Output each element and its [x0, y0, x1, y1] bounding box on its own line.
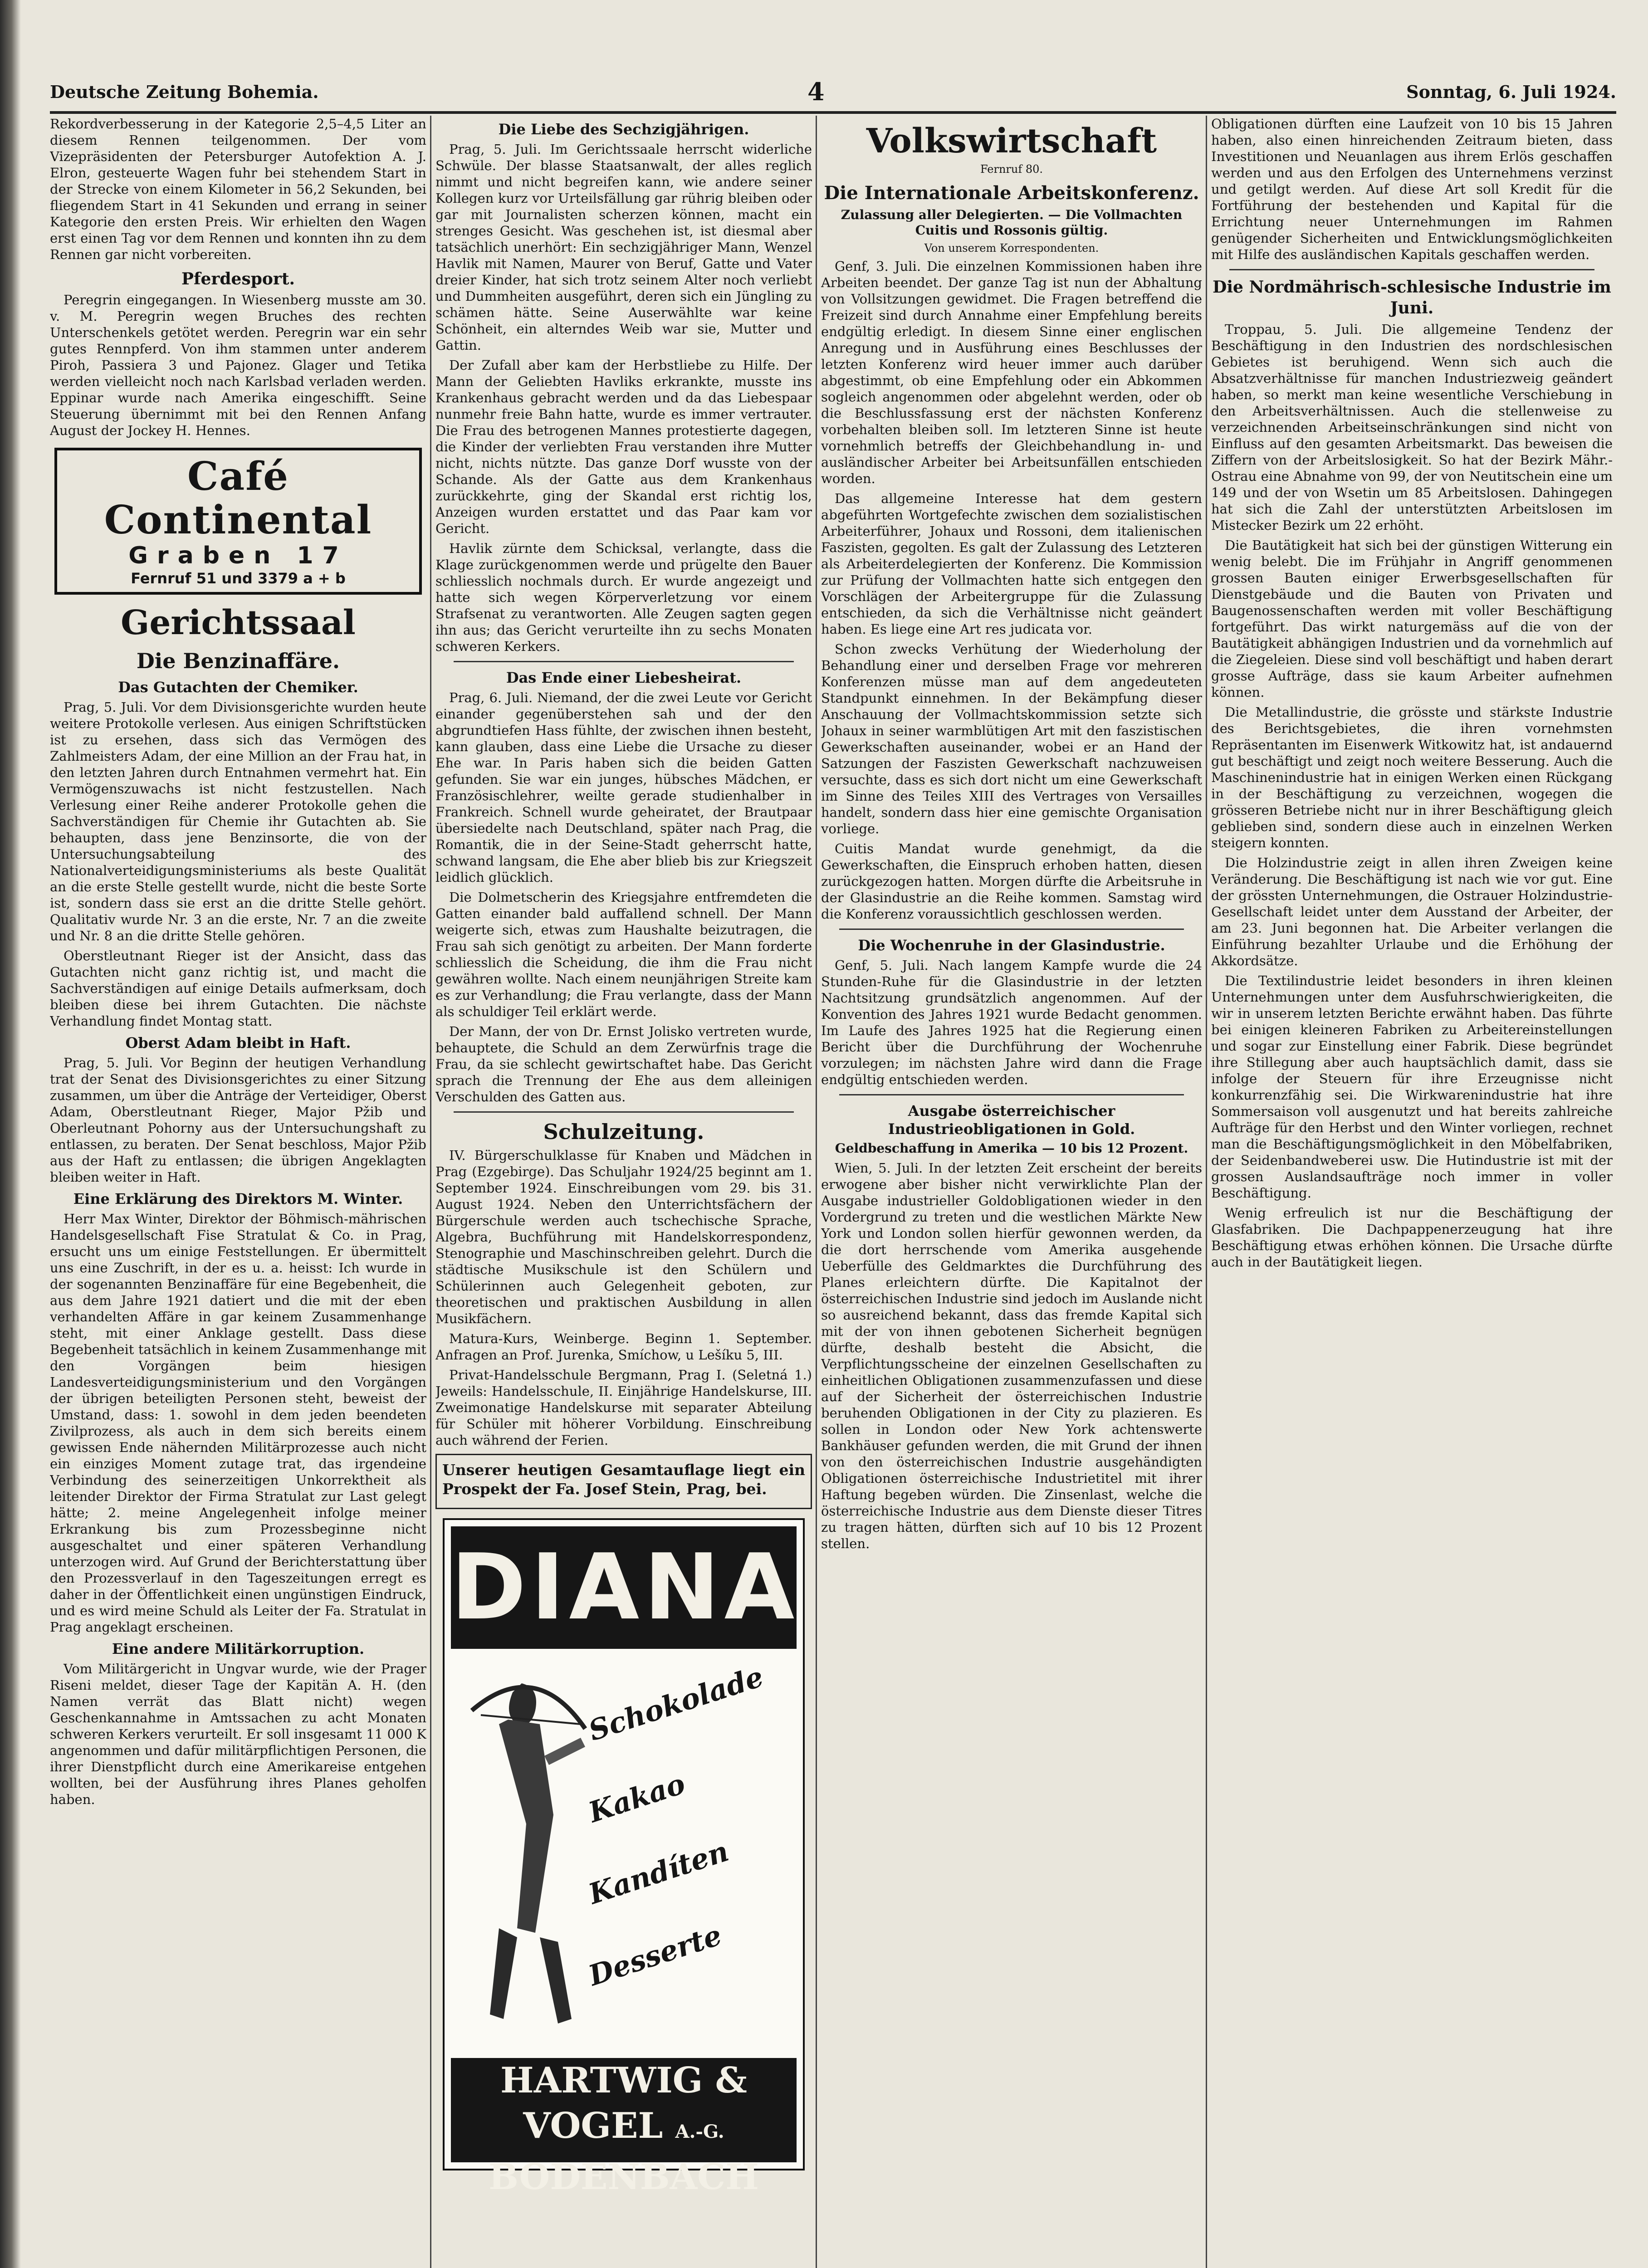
- volkswirtschaft-heading: Volkswirtschaft: [866, 122, 1157, 161]
- column-3: [821, 116, 1202, 2268]
- ad-brand: DIANA: [451, 1526, 797, 1649]
- gutachten-text-2: Oberstleutnant Rieger ist der Ansicht, dass das Gutachten nicht ganz richtig ist, und macht die Sachverständigen auf einige Details aufmerksam, doch bleiben diese bei ihrem Gutachten. Die nächste Verhandlung findet Montag statt.: [50, 948, 426, 1029]
- ad-word-kakao: Kakao: [584, 1767, 690, 1829]
- ad-maker-banner: [451, 2058, 797, 2198]
- nordmaehrisch-text-6: Wenig erfreulich ist nur die Beschäftigung der Glasfabriken. Die Dachpappenerzeugung hat ihre Beschäftigung etwas erhöhen können. Die Ursache dürfte auch in der Bautätigkeit liegen.: [1211, 1205, 1613, 1270]
- gerichtssaal-heading: Gerichtssaal: [121, 603, 356, 642]
- schulzeitung-text: IV. Bürgerschulklasse für Knaben und Mädchen in Prag (Ezgebirge). Das Schuljahr 1924/25 beginnt am 1. September 1924. Einschreibungen vom 29. bis 31. August 1924. Neben den Unterrichtsfächern der Bürgerschule werden auch tschechische Sprache, Algebra, Buchführung mit Handelskorrespondenz, Stenographie und Maschinschreiben gelehrt. Durch die städtische Musikschule ist den Schülern und Schülerinnen auch Gelegenheit geboten, zur theoretischen und praktischen Ausbildung in allen Musikfächern.: [435, 1148, 812, 1326]
- schulzeitung-text-2: Matura-Kurs, Weinberge. Beginn 1. September. Anfragen an Prof. Jurenka, Smíchow, u Lešíku 5, III.: [435, 1331, 812, 1363]
- erklaerung-text: Herr Max Winter, Direktor der Böhmisch-mährischen Handelsgesellschaft Fise Stratulat & Co. in Prag, ersucht uns um einige Feststellungen. Er übermittelt uns eine Zuschrift, in der es u. a. heisst: Ich wurde in der sogenannten Benzinaffäre für eine Begebenheit, die aus dem Jahre 1921 datiert und die mit der eben verhandelten Affäre in gar keinem Zusammenhange steht, mit einer Anklage gestellt. Dass diese Begebenheit tatsächlich in keinem Zusammenhange mit den Vorgängen beim hiesigen Landesverteidigungsministerium und den Vorgängen der übrigen beteiligten Personen steht, beweist der Umstand, dass: 1. sowohl in dem jeden beendeten Zivilprozess, als auch in dem sich bereits einem gewissen Ende nähernden Militärprozesse auch nicht ein einziges Moment zutage trat, das irgendeine Verbindung des seinerzeitigen Unkorrektheit als leitender Direktor der Firma Stratulat zur Last gelegt hätte; 2. meine Angelegenheit infolge meiner Erkrankung bis zum Prozessbeginne nicht ausgeschaltet und einer späteren Verhandlung unterzogen wird. Auf Grund der Berichterstattung über den Prozessverlauf in den Tageszeitungen erregt es daher in der Öffentlichkeit einen ungünstigen Eindruck, und es wird meine Schuld als Leiter der Fa. Stratulat in Prag angeklagt erscheinen.: [50, 1211, 426, 1635]
- section-divider: [839, 1094, 1184, 1095]
- section-divider: [1229, 269, 1594, 270]
- scan-edge-shadow: [0, 0, 21, 2268]
- glasindustrie-text: Genf, 5. Juli. Nach langem Kampfe wurde die 24 Stunden-Ruhe für die Glasindustrie in der letzten Nachtsitzung grundsätzlich angenommen. Auf der Konvention des Jahres 1921 wurde Bedacht genommen. Im Laufe des Jahres 1925 hat die Regierung einen Bericht über die Durchführung der Wochenruhe vorzulegen; im nächsten Jahre wird dann die Frage endgültig entschieden werden.: [821, 958, 1202, 1087]
- schulzeitung-text-3: Privat-Handelsschule Bergmann, Prag I. (Seletná 1.) Jeweils: Handelsschule, II. Einjährige Handelskurse, III. Zweimonatige Handelskurse mit separater Abteilung für Schüler mit höherer Vorbildung. Einschreibung auch während der Ferien.: [435, 1367, 812, 1448]
- cafe-phone: Fernruf 51 und 3379 a + b: [131, 570, 346, 587]
- ad-product-words: [562, 1660, 798, 2019]
- running-header: [50, 73, 1616, 113]
- cafe-name: Café Continental: [104, 454, 372, 543]
- nordmaehrisch-text: Troppau, 5. Juli. Die allgemeine Tendenz der Beschäftigung in den Industrien des nordschlesischen Gebietes ist beruhigend. Wenn sich auch die Absatzverhältnisse für manchen Industriezweig geändert haben, so merkt man keine wesentliche Verschiebung in den Arbeitsverhältnissen. Auch die stellenweise zu verzeichnenden Arbeitseinschränkungen sind nicht von Einfluss auf den gesamten Arbeitsmarkt. Das beweisen die Ziffern von der Arbeitslosigkeit. So hat der Bezirk Mähr.-Ostrau eine Abnahme von 99, der von Neutitschein eine um 149 und der von Wsetin um 85 Arbeitslosen. Dahingegen hat sich die Zahl der unterstützten Arbeitslosen im Mistecker Bezirk um 22 erhöht.: [1211, 322, 1613, 533]
- nordmaehrisch-text-2: Die Bautätigkeit hat sich bei der günstigen Witterung ein wenig belebt. Die im Frühjahr in Angriff genommenen grossen Bauten einiger Erwerbsgesellschaften für Dienstgebäude und die Bauten von Privaten und Baugenossenschaften werden mit voller Beschäftigung fortgeführt. Das wirkt naturgemäss auf die von der Bautätigkeit abhängigen Industrien und da vornehmlich auf die Ziegeleien. Diese sind voll beschäftigt und haben derart grosse Aufträge, dass sie kaum Arbeiter aufnehmen können.: [1211, 538, 1613, 700]
- erklaerung-heading: Eine Erklärung des Direktors M. Winter.: [73, 1190, 403, 1207]
- pferdesport-text: Peregrin eingegangen. In Wiesenberg musste am 30. v. M. Peregrin wegen Bruches des rechten Unterschenkels getötet werden. Peregrin war ein sehr gutes Rennpferd. Von ihm stammen unter anderem Piroh, Passiera 3 und Pajonez. Glager und Tetika werden vielleicht noch nach Karlsbad verladen werden. Eppinar wurde nach Amerika eingeschifft. Seine Steuerung übernimmt mit bei den Rennen Anfang August der Jockey H. Hennes.: [50, 292, 426, 438]
- schulzeitung-heading: Schulzeitung.: [543, 1119, 704, 1144]
- section-divider: [454, 661, 794, 662]
- goldobligationen-subheading: Geldbeschaffung in Amerika — 10 bis 12 Prozent.: [835, 1141, 1188, 1156]
- arbeitskonferenz-text-2: Das allgemeine Interesse hat dem gestern abgeführten Wortgefechte zwischen dem sozialistischen Arbeiterführer, Johaux und Rossoni, dem italienischen Faszisten, gegolten. Es galt der Zulassung des Letzteren als Arbeiterdelegierten der Konferenz. Die Kommission zur Prüfung der Vollmachten hatte sich entgegen den Vorschlägen der Arbeitergruppe für die Zulassung entschieden, da sich die Verhältnisse nicht geändert haben. Es liege eine Art res judicata vor.: [821, 491, 1202, 637]
- liebesheirat-text-2: Die Dolmetscherin des Kriegsjahre entfremdeten die Gatten einander bald auffallend schnell. Der Mann weigerte sich, etwas zum Haushalte beizutragen, die Frau sah sich genötigt zu arbeiten. Der Mann forderte schliesslich die Scheidung, die ihm die Frau nicht gewähren wollte. Nach einem neunjährigen Streite kam es zur Verhandlung; die Frau verlangte, dass der Mann als schuldiger Teil erklärt werde.: [435, 890, 812, 1019]
- goldobligationen-heading: Ausgabe österreichischer Industrieobligationen in Gold.: [888, 1102, 1135, 1138]
- pferdesport-heading: Pferdesport.: [181, 269, 295, 288]
- sport-intro-text: Rekordverbesserung in der Kategorie 2,5–4,5 Liter an diesem Rennen teilgenommen. Der vom Vizepräsidenten der Petersburger Autofektion A. J. Elron, gesteuerte Wagen fuhr bei stehendem Start in der Strecke von einem Kilometer in 56,2 Sekunden, bei fliegendem Start in 41 Sekunden und errang in seiner Kategorie den ersten Preis. Wir erhielten den Wagen erst einen Tag vor dem Rennen und konnten ihn zu dem Rennen gar nicht vorbereiten.: [50, 116, 426, 262]
- beilage-notice: [435, 1454, 812, 1509]
- militaerkorruption-text: Vom Militärgericht in Ungvar wurde, wie der Prager Riseni meldet, dieser Tage der Kapitän A. H. (den Namen verrät das Blatt nicht) wegen Geschenkannahme in Amtssachen zu acht Monaten schweren Kerkers verurteilt. Er soll insgesamt 11 000 K angenommen und dafür militärpflichtigen Personen, die ihrer Dienstpflicht durch eine Amerikareise entgehen wollten, bei der Ausführung ihres Planes geholfen haben.: [50, 1661, 426, 1807]
- arbeitskonferenz-heading: Die Internationale Arbeitskonferenz.: [824, 182, 1199, 204]
- nordmaehrisch-text-3: Die Metallindustrie, die grösste und stärkste Industrie des Berichtsgebietes, die ihren vornehmsten Repräsentanten im Eisenwerk Witkowitz hat, ist andauernd gut beschäftigt und zeigt noch weitere Besserung. Auch die Maschinenindustrie hat in einigen Werken einen Rückgang in der Beschäftigung zu verzeichnen, wogegen die grösseren Betriebe nicht nur in ihrer Beschäftigung gleich geblieben sind, sondern diese auch in einzelnen Werken steigern konnten.: [1211, 704, 1613, 850]
- ad-maker-suffix: A.-G.: [675, 2121, 724, 2142]
- header-date: Sonntag, 6. Juli 1924.: [1406, 82, 1616, 102]
- cafe-continental-ad: [54, 448, 422, 595]
- liebesheirat-heading: Das Ende einer Liebesheirat.: [506, 669, 742, 686]
- volkswirtschaft-phone: Fernruf 80.: [980, 163, 1043, 176]
- nordmaehrisch-text-5: Die Textilindustrie leidet besonders in ihren kleinen Unternehmungen unter dem Ausfuhrschwierigkeiten, die wir in unserem letzten Berichte erwähnt haben. Das führte bei einigen kleineren Fabriken zu Arbeitereinstellungen und sogar zur Einstellung einer Fabrik. Diese begründet ihre Stillegung aber auch hauptsächlich damit, dass sie infolge der Steuern für ihre Erzeugnisse nicht konkurrenzfähig sei. Die Wirkwarenindustrie hat ihre Sommersaison voll ausgenutzt und hat bereits zahlreiche Aufträge für den Herbst und den Winter vorliegen, rechnet man die Beschäftigungsmöglichkeit in den Möbelfabriken, der Seidenbandweberei usw. Die Hutindustrie ist mit der grossen Auslandsaufträge noch immer in voller Beschäftigung.: [1211, 973, 1613, 1201]
- liebesheirat-text-3: Der Mann, der von Dr. Ernst Jolisko vertreten wurde, behauptete, die Schuld an dem Zerwürfnis trage die Frau, da sie schlecht gewirtschaftet habe. Das Gericht sprach die Trennung der Ehe aus dem alleinigen Verschulden des Gatten aus.: [435, 1024, 812, 1105]
- militaerkorruption-heading: Eine andere Militärkorruption.: [112, 1640, 365, 1657]
- header-rule: [50, 111, 1616, 114]
- ad-maker-city: BODENBACH: [489, 2156, 759, 2198]
- goldobligationen-text: Wien, 5. Juli. In der letzten Zeit erscheint der bereits erwogene aber bisher nicht verwirklichte Plan der Ausgabe industrieller Goldobligationen wieder in den Vordergrund zu treten und die westlichen Märkte New York und London sollen hierfür gewonnen werden, da die dort herrschende vom Amerika ausgehende Ueberfülle des Geldmarktes die Durchführung des Planes erleichtern dürfte. Die Kapitalnot der österreichischen Industrie sind jedoch im Auslande nicht so ausreichend bekannt, dass das fremde Kapital sich mit der von ihnen gebotenen Sicherheit begnügen dürfte, deshalb besteht die Absicht, die Verpflichtungsscheine der einzelnen Gesellschaften zu einheitlichen Obligationen zusammenzufassen und diese auf der Sicherheit der österreichischen Industrie beruhenden Obligationen in der City zu plazieren. Es sollen in London oder New York achtenswerte Bankhäuser gefunden werden, die mit Grund der ihnen von den österreichischen Industrie ausgehändigten Obligationen österreichische Industrietitel mit ihrer Haftung begeben würden. Die Zinsenlast, welche die österreichische Industrie aus dem Dienste dieser Titres zu tragen hätten, dürften sich auf 10 bis 12 Prozent stellen.: [821, 1160, 1202, 1551]
- glasindustrie-heading: Die Wochenruhe in der Glasindustrie.: [858, 937, 1165, 954]
- ad-word-kandieten: Kandíten: [584, 1834, 733, 1911]
- cafe-address: Graben 17: [128, 542, 348, 569]
- ad-maker-name: HARTWIG & VOGEL: [500, 2060, 747, 2146]
- nordmaehrisch-heading: Die Nordmährisch-schlesische Industrie im Juni.: [1213, 278, 1611, 318]
- arbeitskonferenz-subheading: Zulassung aller Delegierten. — Die Vollmachten Cuitis und Rossonis gültig.: [841, 207, 1183, 238]
- gutachten-heading: Das Gutachten der Chemiker.: [118, 679, 358, 696]
- ad-word-schokolade: Schokolade: [584, 1660, 768, 1748]
- liebe-text-3: Havlik zürnte dem Schicksal, verlangte, dass die Klage zurückgenommen werde und prügelte den Bauer schliesslich nochmals durch. Er wurde angezeigt und hatte sich wegen Körperverletzung vor einem Strafsenat zu verantworten. Alle Zeugen sagten gegen ihn aus; das Gericht verurteilte ihn zu sechs Monaten schweren Kerkers.: [435, 541, 812, 654]
- section-divider: [839, 929, 1184, 930]
- header-paper-name: Deutsche Zeitung Bohemia.: [50, 82, 319, 102]
- diana-chocolate-ad: [443, 1518, 805, 2198]
- nordmaehrisch-text-4: Die Holzindustrie zeigt in allen ihren Zweigen keine Veränderung. Die Beschäftigung ist nach wie vor gut. Eine der grössten Unternehmungen, die Ostrauer Holzindustrie-Gesellschaft leidet unter dem Ausstand der Arbeiter, der am 23. Juni begonnen hat. Die Arbeiter verlangen die Einführung bezahlter Urlaube und die Erhöhung der Akkordsätze.: [1211, 855, 1613, 968]
- column-1: [50, 116, 426, 2268]
- liebe-text-2: Der Zufall aber kam der Herbstliebe zu Hilfe. Der Mann der Geliebten Havliks erkrankte, musste ins Krankenhaus gebracht werden und da das Liebespaar nunmehr freie Bahn hatte, wurde es immer vertrauter. Die Frau des betrogenen Mannes protestierte dagegen, die Kinder der verliebten Frau verstanden ihre Mutter nicht, nichts nützte. Das ganze Dorf wusste von der Schande. Als der Gatte aus dem Krankenhaus zurückkehrte, ging der Skandal erst richtig los, Anzeigen wurden erstattet und das Paar kam vor Gericht.: [435, 357, 812, 536]
- column-2: [435, 116, 812, 2268]
- column-4: [1211, 116, 1613, 2268]
- liebe-text: Prag, 5. Juli. Im Gerichtssaale herrscht widerliche Schwüle. Der blasse Staatsanwalt, der alles reglich nimmt und nicht begreifen kann, wie andere seiner Kollegen kurz vor Urteilsfällung gar rührig bleiben oder gar mit Journalisten scherzen können, macht ein strenges Gesicht. Was geschehen ist, ist diesmal aber tatsächlich unerhört: Ein sechzigjähriger Mann, Wenzel Havlik mit Namen, Maurer von Beruf, Gatte und Vater dreier Kinder, hat sich trotz seinem Alter noch verliebt und Dummheiten ausgeführt, deren sich ein Jüngling zu schämen hätte. Seine Auserwählte war keine Schönheit, ein alterndes Weib war sie, Mutter und Gattin.: [435, 142, 812, 353]
- arbeitskonferenz-text-4: Cuitis Mandat wurde genehmigt, da die Gewerkschaften, die Einspruch erhoben hatten, diesen zurückgezogen hatten. Morgen dürfte die Arbeitsruhe in der Glasindustrie an die Reihe kommen. Samstag wird die Konferenz voraussichtlich geschlossen werden.: [821, 841, 1202, 922]
- oberst-adam-heading: Oberst Adam bleibt in Haft.: [125, 1034, 351, 1051]
- column-rule: [430, 116, 431, 2268]
- arbeitskonferenz-text: Genf, 3. Juli. Die einzelnen Kommissionen haben ihre Arbeiten beendet. Der ganze Tag ist nun der Abhaltung von Vollsitzungen gewidmet. Die Fragen betreffend die Freizeit sind durch Annahme einer Empfehlung bereits endgültig erledigt. In diesem Sinne einer englischen Anregung und in Ausführung eines Beschlusses der letzten Konferenz wird heuer immer auch darüber abgestimmt, ob eine Empfehlung oder ein Abkommen sogleich angenommen oder abgelehnt werden, oder ob die Beschlussfassung erst der nächsten Konferenz vorbehalten bleiben soll. Im letzteren Sinne ist heute vornehmlich betreffs der Gleichbehandlung in- und ausländischer Arbeiter bei Arbeitsunfällen entschieden worden.: [821, 259, 1202, 486]
- gutachten-text: Prag, 5. Juli. Vor dem Divisionsgerichte wurden heute weitere Protokolle verlesen. Aus einigen Schriftstücken ist zu ersehen, dass sich das Vermögen des Zahlmeisters Adam, der eine Million an der Frau hat, in den letzten Jahren durch Entnahmen vermehrt hat. Ein Vermögenszuwachs ist nicht festzustellen. Nach Verlesung einer Reihe anderer Protokolle gehen die Sachverständigen für Chemie ihr Gutachten ab. Sie behaupten, dass jene Benzinsorte, die von der Untersuchungsabteilung des Nationalverteidigungsministeriums als beste Qualität an die erste Stelle gestellt wurde, nicht die beste Sorte ist, sondern dass sie erst an die dritte Stelle gehört. Qualitativ wurde Nr. 3 an die erste, Nr. 7 an die zweite und Nr. 8 an die dritte Stelle gehören.: [50, 699, 426, 943]
- liebe-heading: Die Liebe des Sechzigjährigen.: [498, 121, 749, 138]
- column-rule: [1206, 116, 1207, 2268]
- column-rule: [816, 116, 817, 2268]
- ad-word-desserte: Desserte: [584, 1918, 726, 1993]
- section-divider: [454, 1111, 794, 1113]
- liebesheirat-text: Prag, 6. Juli. Niemand, der die zwei Leute vor Gericht einander gegenüberstehen sah und der den abgrundtiefen Hass fühlte, der zwischen ihnen besteht, kann glauben, dass eine Liebe die Ursache zu dieser Ehe war. In Paris haben sich die beiden Gatten gefunden. Sie war ein junges, hübsches Mädchen, er Französischlehrer, weilte gerade studienhalber in Frankreich. Schnell wurde geheiratet, der Brautpaar übersiedelte nach Deutschland, später nach Prag, die Romantik, die in der Seine-Stadt geherrscht hatte, schwand langsam, die Ehe aber blieb bis zur Kriegszeit leidlich glücklich.: [435, 690, 812, 885]
- obligationen-continued-text: Obligationen dürften eine Laufzeit von 10 bis 15 Jahren haben, also einen hinreichenden Zeitraum bieten, dass Investitionen und Neuanlagen aus ihrem Erlös geschaffen werden und aus den Erfolgen des Unternehmens verzinst und getilgt werden. Auf diese Art soll Kredit für die Fortführung der bestehenden und Kapital für die Errichtung neuer Unternehmungen im Rahmen genügender Sicherheiten und Entwicklungsmöglichkeiten mit Hilfe des ausländischen Kapitals geschaffen werden.: [1211, 116, 1613, 262]
- benzinaffaere-heading: Die Benzinaffäre.: [136, 649, 340, 673]
- header-page-number: 4: [807, 77, 825, 106]
- arbeitskonferenz-text-3: Schon zwecks Verhütung der Wiederholung der Behandlung einer und derselben Frage vor mehreren Konferenzen müsse man auf dem angedeuteten Standpunkt einnehmen. In der Bekämpfung dieser Anschauung der Vollmachtskommission setzte sich Johaux in seiner warmblütigen Art mit den faszistischen Gewerkschaften auseinander, wobei er an Hand der Satzungen der Faszisten Gewerkschaft nachzuweisen versuchte, dass es sich dort nicht um eine Gewerkschaft im Sinne des Teiles XIII des Vertrages von Versailles handelt, sondern dass hier eine gemischte Organisation vorliege.: [821, 641, 1202, 836]
- arbeitskonferenz-byline: Von unserem Korrespondenten.: [924, 242, 1099, 254]
- beilage-text: Unserer heutigen Gesamtauflage liegt ein Prospekt der Fa. Josef Stein, Prag, bei.: [442, 1461, 805, 1498]
- oberst-adam-text: Prag, 5. Juli. Vor Beginn der heutigen Verhandlung trat der Senat des Divisionsgerichtes zu einer Sitzung zusammen, um über die Anträge der Verteidiger, Oberst Adam, Oberstleutnant Rieger, Major Pžib und Oberleutnant Pohorny aus der Untersuchungshaft zu entlassen, zu beraten. Der Senat beschloss, Major Pžib aus der Haft zu entlassen; die übrigen Angeklagten bleiben weiter in Haft.: [50, 1055, 426, 1185]
